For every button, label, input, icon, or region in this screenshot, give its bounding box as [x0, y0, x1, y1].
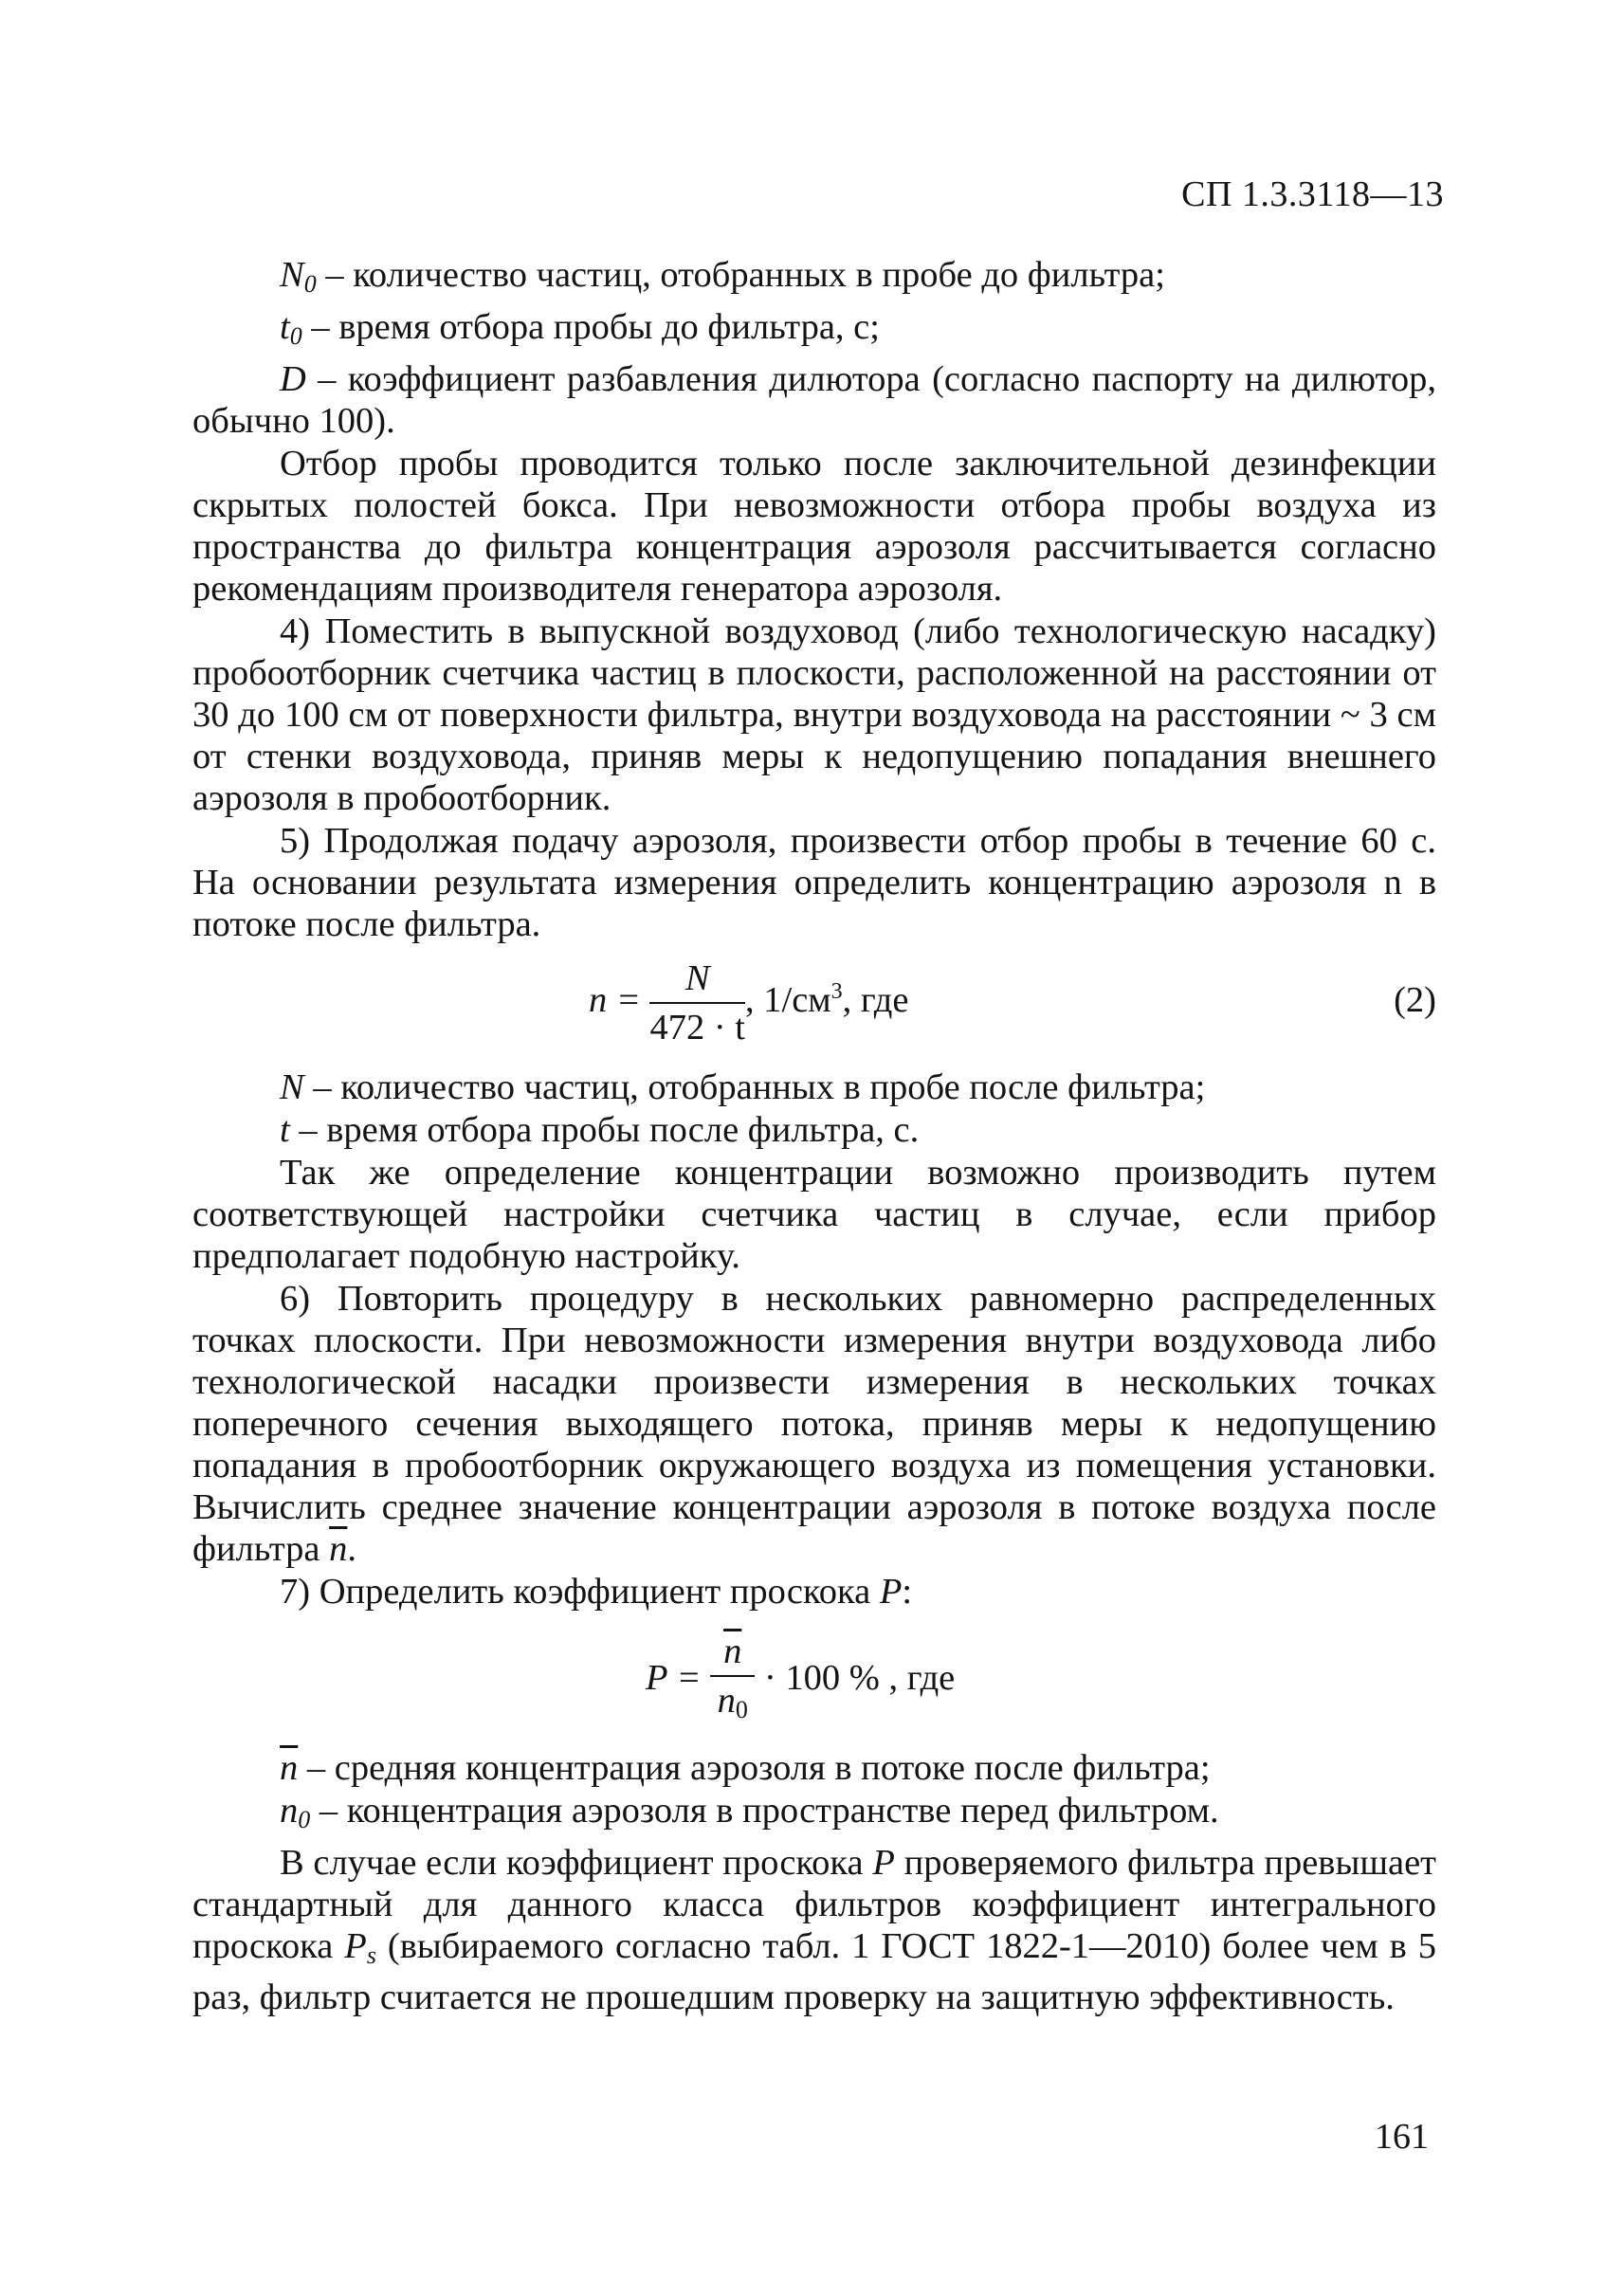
- definition-t: t – время отбора пробы после фильтра, с.: [280, 1110, 920, 1150]
- running-head: СП 1.3.3118—13: [1181, 174, 1444, 214]
- equation-number: (2): [1394, 980, 1436, 1020]
- formula-2: n = $\frac{N}{472 \cdot t}$ , $1/см^3$, где (2): [589, 958, 1436, 1048]
- paragraph-also: Так же определение концентрации возможно производить путем соответствующей настройки счетчика частиц в случае, если прибор предполагает подобную настройку.: [192, 1153, 1436, 1276]
- definition-n0-conc: n0 – концентрация аэрозоля в пространстве перед фильтром.: [280, 1791, 1219, 1833]
- step-7: 7) Определить коэффициент проскока P:: [280, 1572, 913, 1612]
- page-number: 161: [1375, 2117, 1429, 2157]
- step-6: 6) Повторить процедуру в нескольких равномерно распределенных точках плоскости. При невозможности измерения внутри воздуховода либо технологической насадки произвести измерения в нескольких точках поперечного сечения выходящего потока, приняв меры к недопущению попадания в пробоотборник окружающего воздуха из помещения установки. Вычислить среднее значение концентрации аэрозоля в потоке воздуха после фильтра $\overline{n}$.: [192, 1279, 1436, 1569]
- definition-n0: N0 – количество частиц, отобранных в пробе до фильтра;: [280, 255, 1165, 298]
- definition-d: D – коэффициент разбавления дилютора (согласно паспорту на дилютор, обычно 100).: [192, 359, 1436, 441]
- step-4: 4) Поместить в выпускной воздуховод (либо технологическую насадку) пробоотборник счетчика частиц в плоскости, расположенной на расстоянии от 30 до 100 см от поверхности фильтра, внутри воздуховода на расстоянии ~ 3 см от стенки воздуховода, приняв меры к недопущению попадания внешнего аэрозоля в пробоотборник.: [192, 611, 1436, 818]
- paragraph-sampling: Отбор пробы проводится только после заключительной дезинфекции скрытых полостей бокса. При невозможности отбора пробы воздуха из пространства до фильтра концентрация аэрозоля рассчитывается согласно рекомендациям производителя генератора аэрозоля.: [192, 444, 1436, 609]
- definition-n-bar: $\overline{n}$ – средняя концентрация аэрозоля в потоке после фильтра;: [280, 1748, 1211, 1788]
- fraction: $\frac{\overline{n}}{n0}$: [710, 1630, 755, 1732]
- formula-3: P = $\frac{\overline{n}}{n0}$ · 100 % , где: [192, 1622, 1436, 1738]
- fraction: $\frac{N}{472 \cdot t}$: [649, 958, 746, 1048]
- paragraph-final: В случае если коэффициент проскока P проверяемого фильтра превышает стандартный для данного класса фильтров коэффициент интегрального проскока Ps (выбираемого согласно табл. 1 ГОСТ 1822-1—2010) более чем в 5 раз, фильтр считается не прошедшим проверку на защитную эффективность.: [192, 1843, 1437, 2017]
- page-body: [192, 254, 1436, 2019]
- step-5: 5) Продолжая подачу аэрозоля, произвести отбор пробы в течение 60 с. На основании результата измерения определить концентрацию аэрозоля n в потоке после фильтра.: [192, 821, 1436, 944]
- definition-t0: t0 – время отбора пробы до фильтра, с;: [280, 307, 880, 350]
- definition-n: N – количество частиц, отобранных в пробе после фильтра;: [280, 1067, 1206, 1107]
